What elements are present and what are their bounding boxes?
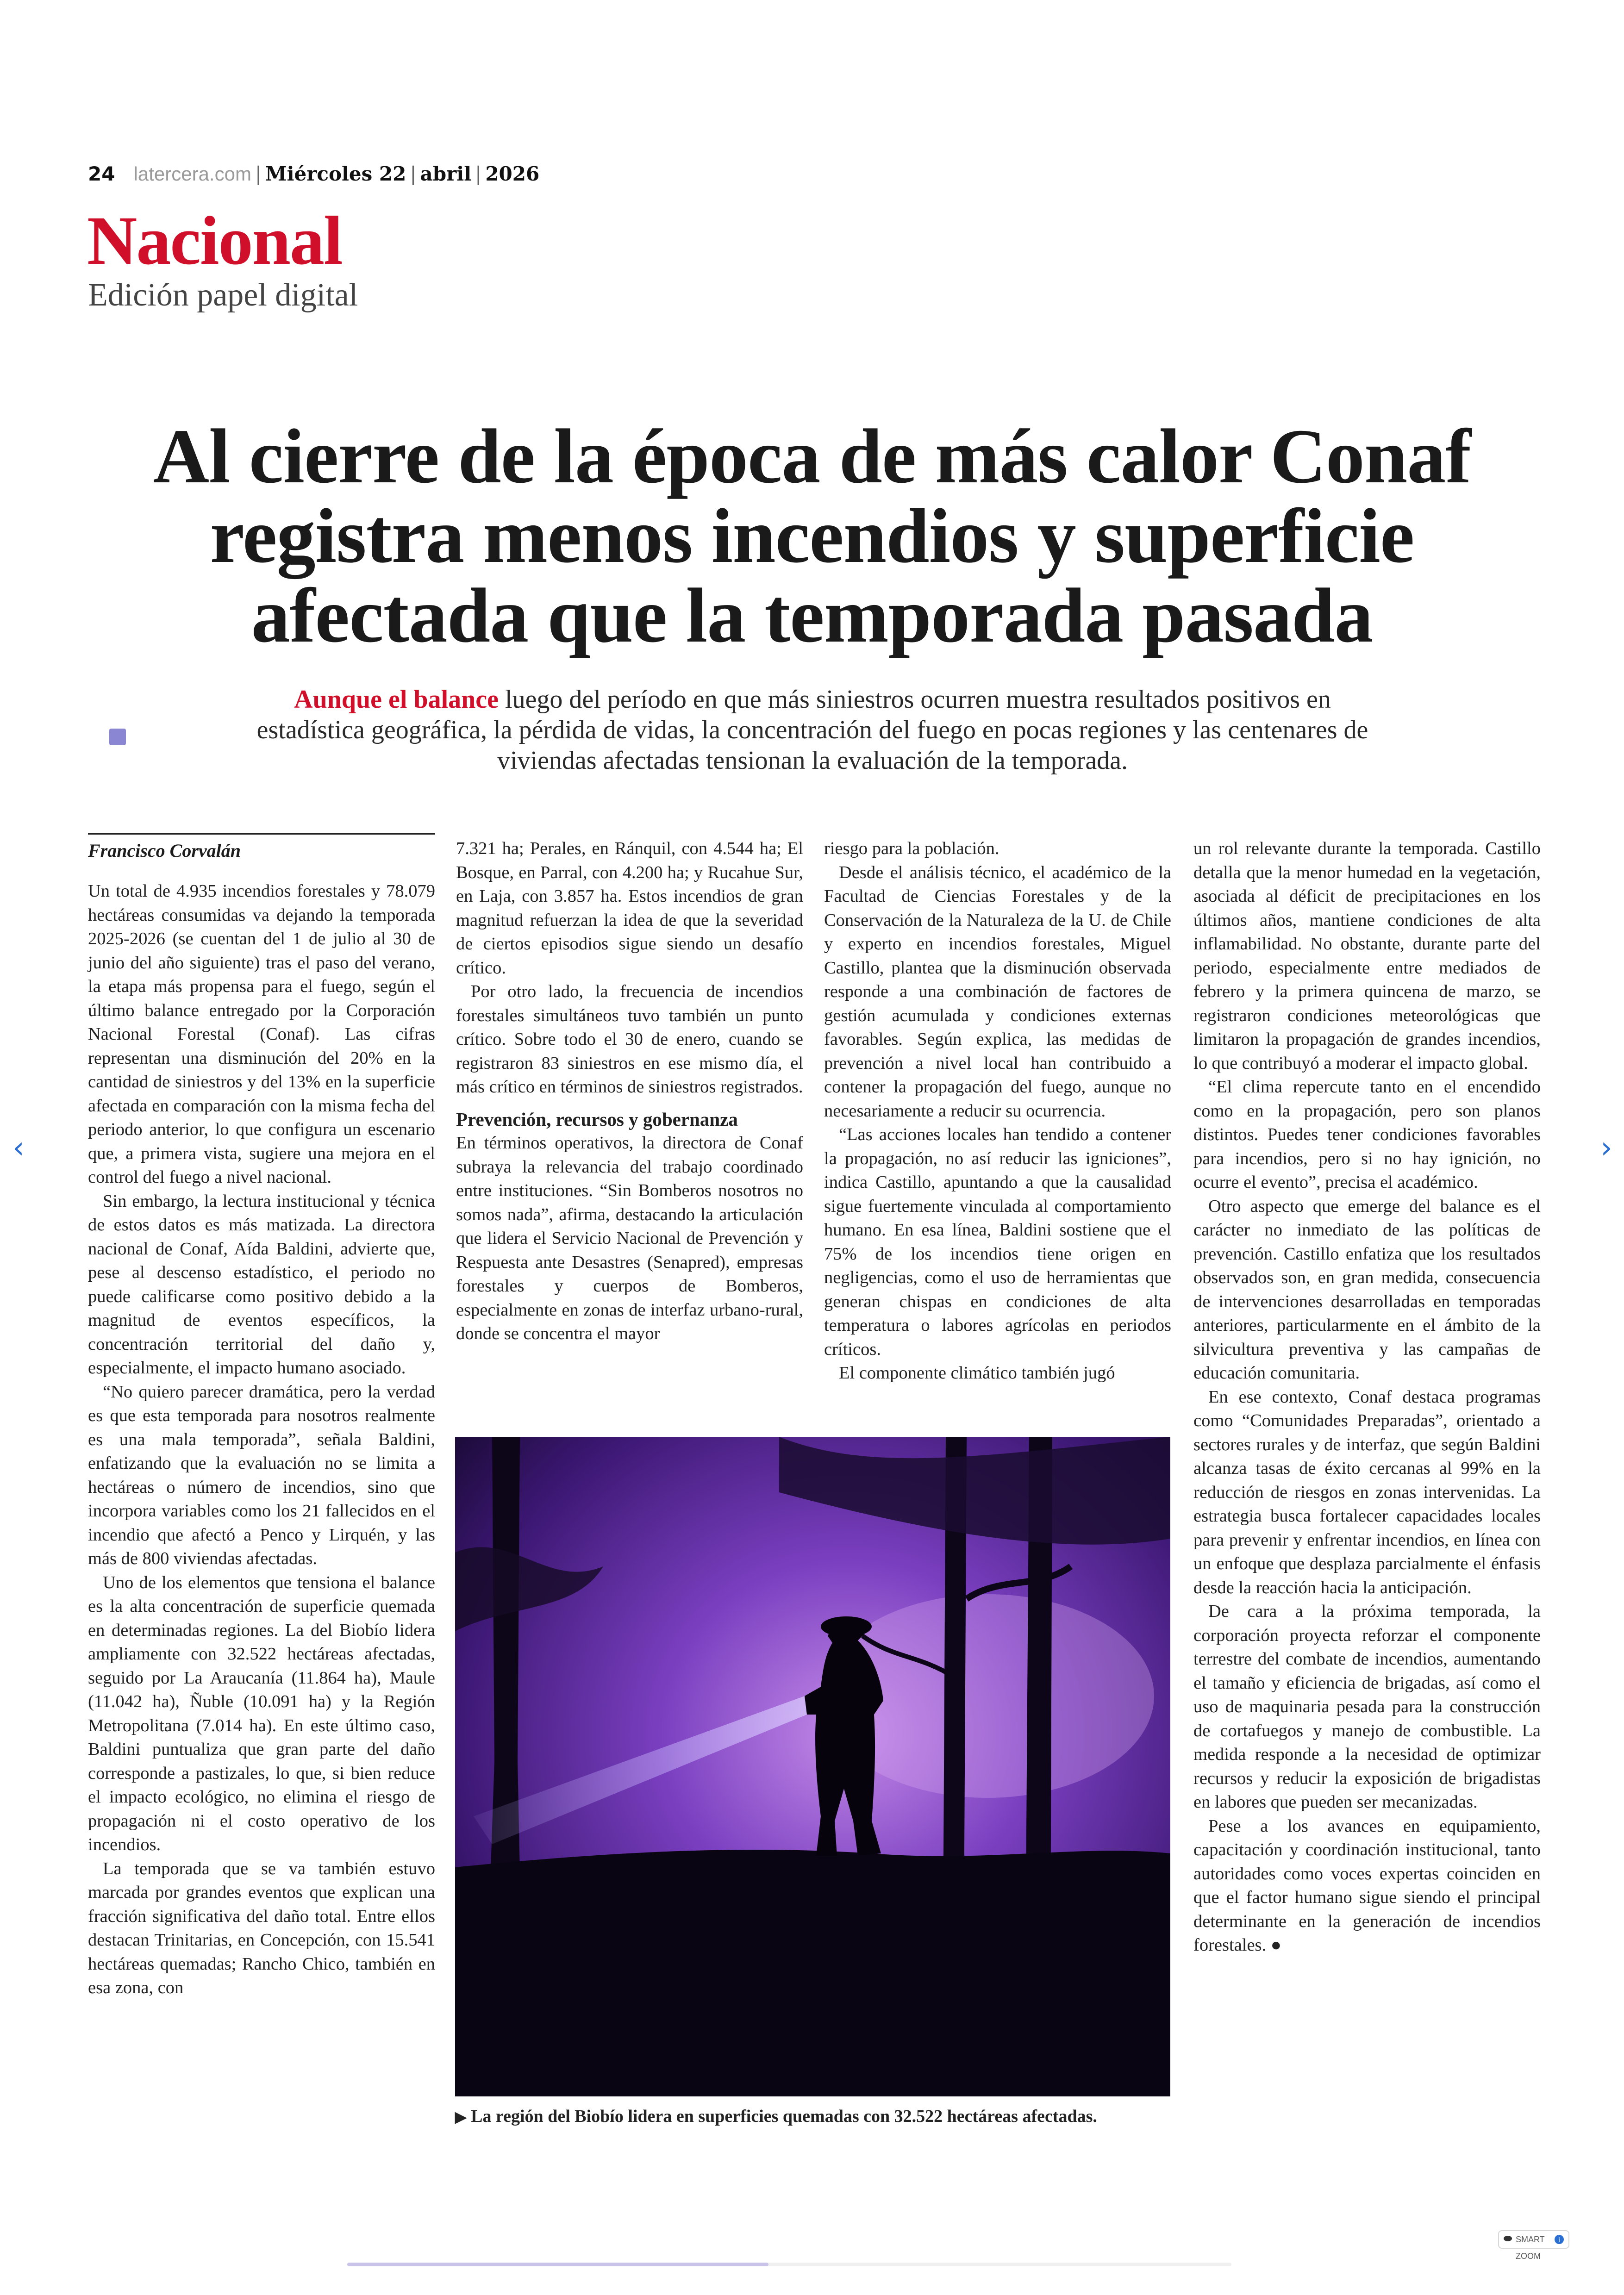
subheading: Prevención, recursos y gobernanza xyxy=(456,1108,738,1130)
folio-line: 24 latercera.com | Miércoles 22 | abril | 2026 xyxy=(88,162,540,185)
firefighter-photo xyxy=(455,1437,1170,2096)
chevron-right-icon[interactable]: › xyxy=(1600,1131,1612,1165)
paragraph: Uno de los elementos que tensiona el balance es la alta concentración de superficie quemada en determinadas regiones. La del Biobío lidera ampliamente con 32.522 hectáreas afectadas, seguido por La Araucanía (11.864 ha), Maule (11.042 ha), Ñuble (10.091 ha) y la Región Metropolitana (7.014 ha). En este último caso, Baldini puntualiza que gran parte del daño corresponde a pastizales, lo que, si bien reduce el impacto ecológico, no elimina el riesgo de propagación ni el costo operativo de los incendios. xyxy=(88,1572,435,1854)
eye-icon xyxy=(1504,2236,1512,2241)
page-number: 24 xyxy=(88,162,115,185)
paragraph: Sin embargo, la lectura institucional y técnica de estos datos es más matizada. La directora nacional de Conaf, Aída Baldini, advierte que, pese al descenso estadístico, el periodo no puede calificarse como positivo debido a la magnitud de eventos específicos, la concentración territorial del daño y, especialmente, el impacto humano asociado. xyxy=(88,1191,435,1378)
column-2 xyxy=(456,837,803,1346)
caption-text: La región del Biobío lidera en superficies quemadas con 32.522 hectáreas afectadas. xyxy=(471,2107,1097,2126)
photo-caption xyxy=(455,2105,1177,2128)
paragraph: Por otro lado, la frecuencia de incendios forestales simultáneos tuvo también un punto crítico. Sobre todo el 30 de enero, cuando se registraron 83 siniestros en ese mismo día, el más crítico en términos de siniestros registrados. xyxy=(456,982,803,1097)
headline: Al cierre de la época de más calor Conaf registra menos incendios y superficie afectada que la temporada pasada xyxy=(153,413,1471,659)
caption-marker-icon: ▶ xyxy=(455,2108,467,2125)
paragraph: un rol relevante durante la temporada. Castillo detalla que la menor humedad en la vegetación, asociada al déficit de precipitaciones en los últimos años, mantiene condiciones de alta inflamabilidad. No obstante, durante parte del periodo, especialmente entre mediados de febrero y la primera quincena de marzo, se registraron condiciones meteorológicas que limitaron la propagación de grandes incendios, lo que contribuyó a moderar el impacto global. xyxy=(1193,839,1541,1073)
paragraph: riesgo para la población. xyxy=(824,839,999,858)
date-year: 2026 xyxy=(485,162,540,185)
page-scrollbar-thumb[interactable] xyxy=(347,2263,768,2266)
site-name: latercera.com xyxy=(133,163,251,185)
paragraph: 7.321 ha; Perales, en Ránquil, con 4.544 ha; El Bosque, en Parral, con 4.200 ha; y Rucahue Sur, en Laja, con 3.857 ha. Estos incendios de gran magnitud refuerzan la idea de que la severidad de ciertos episodios sigue siendo un desafío crítico. xyxy=(456,839,803,978)
paragraph: “No quiero parecer dramática, pero la verdad es que esta temporada para nosotros realmente es una mala temporada”, señala Baldini, enfatizando que la evaluación no se limita a hectáreas o número de incendios, sino que incorpora variables como los 21 fallecidos en el incendio que afectó a Penco y Lirquén, y las más de 800 viviendas afectadas. xyxy=(88,1382,435,1568)
section-title: Nacional xyxy=(87,202,342,279)
byline: Francisco Corvalán xyxy=(88,833,435,862)
paragraph: En términos operativos, la directora de Conaf subraya la relevancia del trabajo coordinado entre instituciones. “Sin Bomberos nosotros no somos nada”, afirma, destacando la articulación que lidera el Servicio Nacional de Prevención y Respuesta ante Desastres (Senapred), empresas forestales y cuerpos de Bomberos, especialmente en zonas de interfaz urbano-rural, donde se concentra el mayor xyxy=(456,1133,803,1343)
article-photo xyxy=(455,1437,1170,2096)
share-icon[interactable] xyxy=(109,729,126,745)
info-icon: i xyxy=(1555,2235,1564,2244)
smart-zoom-label: SMART ZOOM xyxy=(1516,2235,1545,2261)
paragraph: “Las acciones locales han tendido a contener la propagación, no así reducir las igniciones”, indica Castillo, apuntando a que la causalidad sigue fuertemente vinculada al comportamiento humano. En esa línea, Baldini sostiene que el 75% de los incendios tiene origen en negligencias, como el uso de herramientas que generan chispas en condiciones de alta temperatura o labores agrícolas en periodos críticos. xyxy=(824,1125,1171,1359)
deck-text: luego del período en que más siniestros ocurren muestra resultados positivos en estadística geográfica, la pérdida de vidas, la concentración del fuego en pocas regiones y las centenares de viviendas afectadas tensionan la evaluación de la temporada. xyxy=(256,685,1368,775)
column-4 xyxy=(1193,837,1541,1958)
paragraph: Pese a los avances en equipamiento, capacitación y coordinación institucional, tanto autoridades como voces expertas coinciden en que el factor humano sigue siendo el principal determinante en la generación de incendios forestales. ● xyxy=(1193,1816,1541,1955)
paragraph: En ese contexto, Conaf destaca programas como “Comunidades Preparadas”, orientado a sectores rurales y de interfaz, que según Baldini alcanza tasas de éxito cercanas al 99% en la reducción de riesgos en zonas intervenidas. La estrategia busca fortalecer capacidades locales para prevenir y enfrentar incendios, en línea con un enfoque que desplaza parcialmente el énfasis desde la reacción hacia la anticipación. xyxy=(1193,1387,1541,1597)
date-weekday: Miércoles 22 xyxy=(265,162,406,185)
deck xyxy=(250,684,1375,776)
paragraph: Un total de 4.935 incendios forestales y 78.079 hectáreas consumidas va dejando la temporada 2025-2026 (se cuentan del 1 de julio al 30 de junio del año siguiente) tras el paso del verano, la etapa más propensa para el fuego, según el último balance entregado por la Corporación Nacional Forestal (Conaf). Las cifras representan una disminución del 20% en la cantidad de siniestros y del 13% en la superficie afectada en comparación con la misma fecha del periodo anterior, lo que configura un escenario que, a primera vista, sugiere una mejora en el control del fuego a nivel nacional. xyxy=(88,881,435,1187)
column-3 xyxy=(824,837,1171,1385)
edition-label: Edición papel digital xyxy=(88,277,358,313)
paragraph: La temporada que se va también estuvo marcada por grandes eventos que explican una fracción significativa del daño total. Entre ellos destacan Trinitarias, en Concepción, con 15.541 hectáreas quemadas; Rancho Chico, también en esa zona, con xyxy=(88,1858,435,1997)
column-1 xyxy=(88,879,435,2000)
deck-lead: Aunque el balance xyxy=(294,685,499,714)
paragraph: Desde el análisis técnico, el académico de la Facultad de Ciencias Forestales y de la Conservación de la Naturaleza de la U. de Chile y experto en incendios forestales, Miguel Castillo, plantea que la disminución observada responde a una combinación de factores de gestión acumulada y condiciones externas favorables. Según explica, las medidas de prevención a nivel local han contribuido a contener la propagación del fuego, aunque no necesariamente a reducir su ocurrencia. xyxy=(824,862,1171,1121)
paragraph: Otro aspecto que emerge del balance es el carácter no inmediato de las políticas de prevención. Castillo enfatiza que los resultados observados son, en gran medida, consecuencia de intervenciones desarrolladas en temporadas anteriores, particularmente en el ámbito de la silvicultura preventiva y las campañas de educación comunitaria. xyxy=(1193,1196,1541,1383)
date-month: abril xyxy=(420,162,472,185)
chevron-left-icon[interactable]: ‹ xyxy=(12,1131,25,1165)
paragraph: De cara a la próxima temporada, la corporación proyecta reforzar el componente terrestre del combate de incendios, aumentando el tamaño y eficiencia de brigadas, así como el uso de maquinaria pesada para la construcción de cortafuegos y manejo de combustible. La medida responde a la necesidad de optimizar recursos y reducir la exposición de brigadistas en labores que pueden ser mecanizadas. xyxy=(1193,1602,1541,1812)
paragraph: El componente climático también jugó xyxy=(839,1363,1115,1383)
smart-zoom-button[interactable] xyxy=(1498,2230,1569,2261)
paragraph: “El clima repercute tanto en el encendido como en la propagación, pero son planos distintos. Puedes tener condiciones favorables para incendios, pero si no hay ignición, no ocurre el evento”, precisa el académico. xyxy=(1193,1077,1541,1192)
